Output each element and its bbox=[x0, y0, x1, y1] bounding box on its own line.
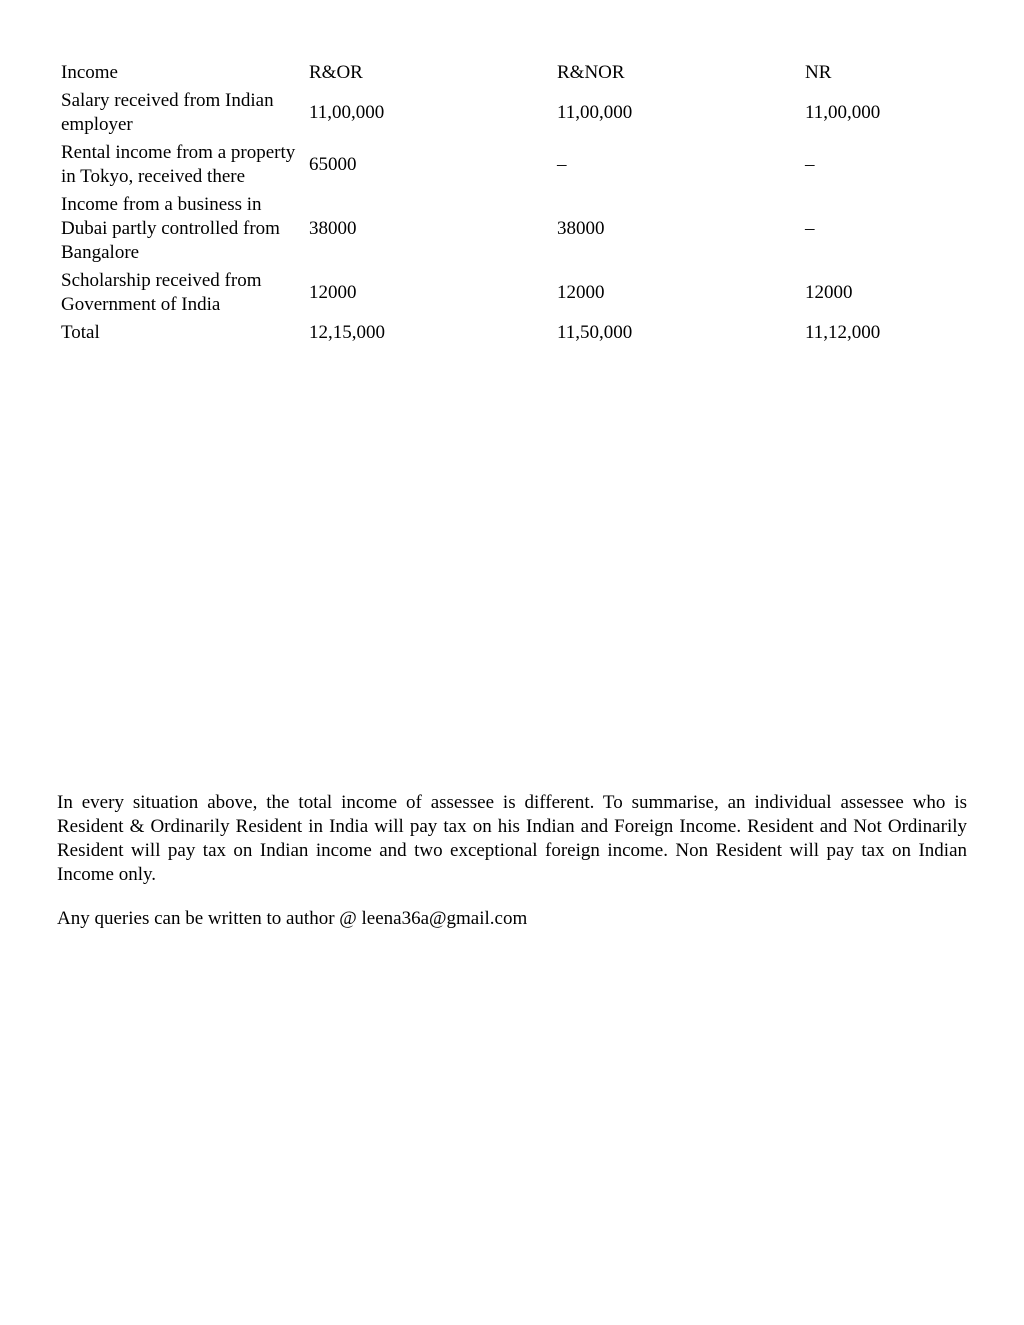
income-source-cell: Rental income from a property in Tokyo, received there bbox=[61, 142, 296, 187]
total-label-cell: Total bbox=[61, 322, 100, 343]
table-header-row bbox=[57, 60, 977, 88]
nr-total-cell: 11,12,000 bbox=[805, 322, 881, 343]
nr-cell: 11,00,000 bbox=[805, 102, 881, 123]
table-total-row bbox=[57, 320, 977, 348]
income-table bbox=[57, 60, 977, 348]
income-source-cell: Salary received from Indian employer bbox=[61, 90, 274, 135]
table-row bbox=[57, 140, 977, 192]
r-and-or-cell: 65000 bbox=[309, 154, 357, 175]
nr-cell: – bbox=[805, 218, 815, 239]
r-and-or-cell: 38000 bbox=[309, 218, 357, 239]
table-row bbox=[57, 88, 977, 140]
header-income: Income bbox=[61, 62, 118, 83]
header-nr: NR bbox=[805, 62, 832, 83]
r-and-or-cell: 12000 bbox=[309, 282, 357, 303]
author-queries-line: Any queries can be written to author @ leena36a@gmail.com bbox=[57, 908, 528, 929]
summary-paragraph: In every situation above, the total income of assessee is different. To summarise, an individual assessee who is Resident & Ordinarily Resident in India will pay tax on his Indian and Foreign Income. Resident and Not Ordinarily Resident will pay tax on Indian income and two exceptional foreign income. Non Resident will pay tax on Indian Income only. bbox=[57, 792, 967, 885]
header-r-and-or: R&OR bbox=[309, 62, 363, 83]
income-source-cell: Scholarship received from Government of India bbox=[61, 270, 262, 315]
r-and-nor-cell: – bbox=[557, 154, 567, 175]
r-and-nor-cell: 38000 bbox=[557, 218, 605, 239]
header-r-and-nor: R&NOR bbox=[557, 62, 625, 83]
r-and-nor-cell: 12000 bbox=[557, 282, 605, 303]
table-row bbox=[57, 192, 977, 268]
r-and-or-cell: 11,00,000 bbox=[309, 102, 385, 123]
nr-cell: 12000 bbox=[805, 282, 853, 303]
r-and-or-total-cell: 12,15,000 bbox=[309, 322, 385, 343]
nr-cell: – bbox=[805, 154, 815, 175]
r-and-nor-total-cell: 11,50,000 bbox=[557, 322, 633, 343]
table-row bbox=[57, 268, 977, 320]
r-and-nor-cell: 11,00,000 bbox=[557, 102, 633, 123]
income-source-cell: Income from a business in Dubai partly controlled from Bangalore bbox=[61, 194, 280, 263]
